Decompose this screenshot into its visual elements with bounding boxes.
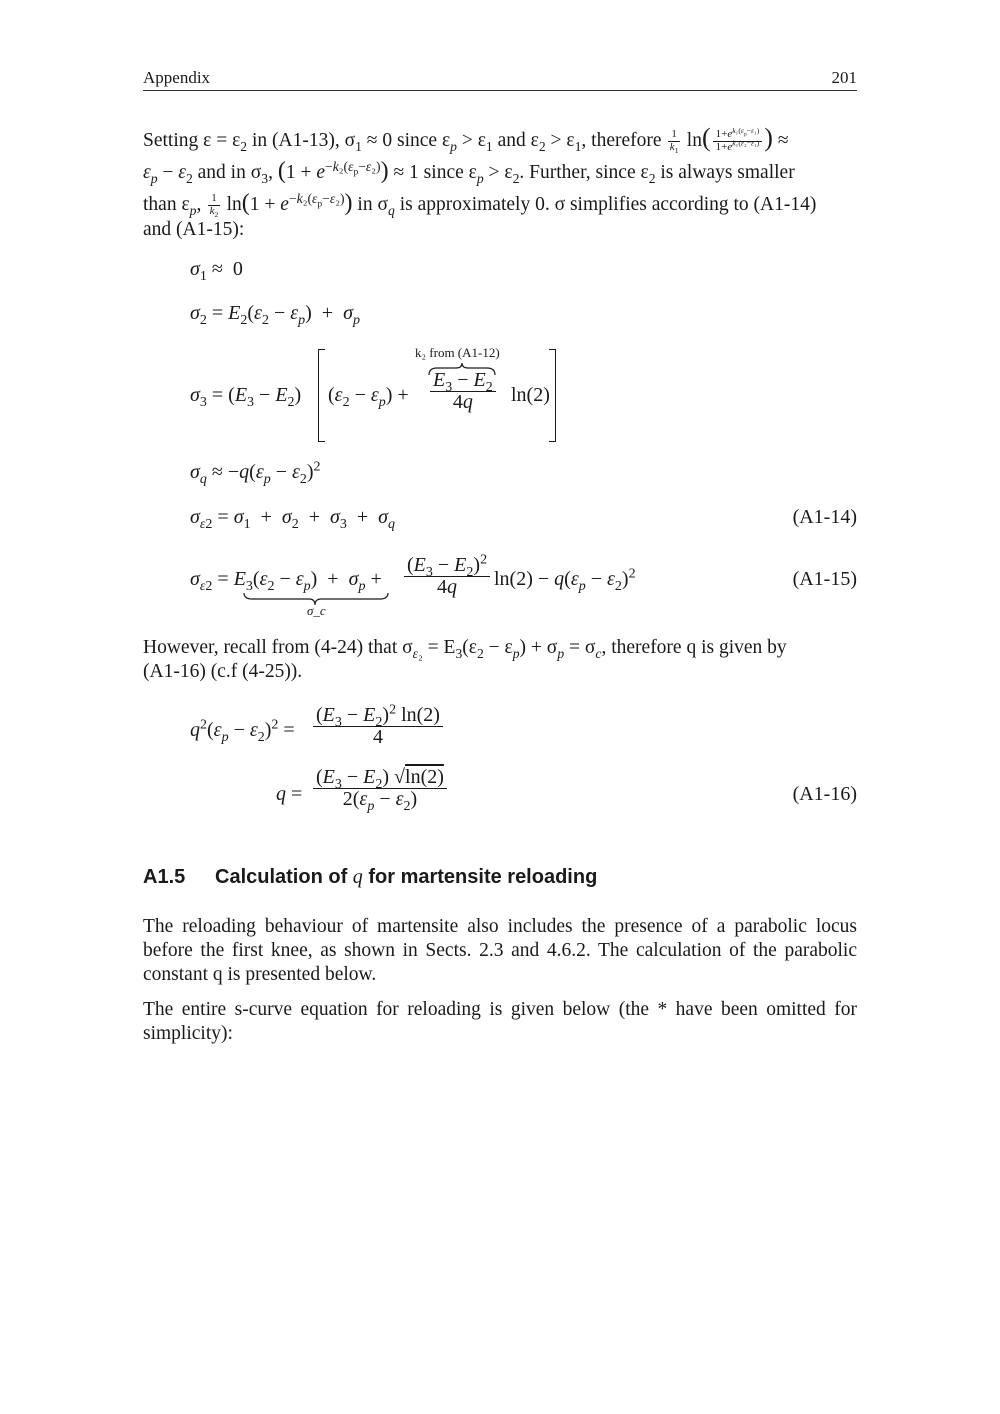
eq-a1-16-fraction: $\frac{(E_3 - E_2) √\ln(2)}{2(\varepsilon_p - \varepsilon_2)}$: [311, 767, 449, 810]
bracket-left: [318, 349, 325, 442]
body-paragraph-2: The entire s-curve equation for reloading is given below (the * have been omitted for simplicity):: [143, 999, 857, 1044]
recall-line-1: However, recall from (4-24) that $\sigma_{\varepsilon_2} = E_3(\varepsilon_2 - \varepsilon_p) + \sigma_p = \sigma_c$, therefore q is given by: [143, 637, 787, 661]
eq-a1-15-fraction: $\frac{(E_3 - E_2)^2}{4q}$: [402, 555, 492, 598]
eq-sigma2: $\sigma_2 = E_2(\varepsilon_2 - \varepsilon_p) + \sigma_p$: [190, 302, 360, 328]
eq-sigma3-fraction: $\frac{E_3 - E_2}{4q}$: [428, 370, 498, 413]
eq-a1-16: q =: [276, 783, 303, 805]
eq-a1-15-tail: $\ln(2) - q(\varepsilon_p - \varepsilon_2)^2$: [494, 566, 636, 594]
eq-q-squared-fraction: $\frac{(E_3 - E_2)^2 \ln(2)}{4}$: [311, 705, 445, 748]
running-head-section: Appendix: [143, 68, 211, 87]
eq-sigma3-term1: $(\varepsilon_2 - \varepsilon_p)$ +: [328, 384, 409, 410]
intro-line-4: and (A1-15):: [143, 219, 245, 240]
eq-q-squared: $q^2(\varepsilon_p - \varepsilon_2)^2$ =: [190, 717, 295, 745]
intro-line-3: than $\varepsilon_p$, $\frac{1}{k_2}$ $\ln(1 + e^{-k_2(\varepsilon_p-\varepsilon_2)})$ in $\sigma_q$ is approximately 0. σ simplifies according to (A1-14): [143, 190, 817, 220]
recall-line-2: (A1-16) (c.f (4-25)).: [143, 661, 303, 682]
section-heading: [143, 866, 597, 889]
intro-line-1: Setting $\varepsilon = \varepsilon_2$ in (A1-13), $\sigma_1 \approx 0$ since $\varepsilon_p > \varepsilon_1$ and $\varepsilon_2 > \varepsilon_1$, therefore $\frac{1}{k_1}$ ln( $\frac{1+e^{k_1(\varepsilon_p-\varepsilon_1)}}{1+e^{k_1(\varepsilon_2-\varepsilon_1)}}$ ) ≈: [143, 123, 789, 156]
intro-line-2: $\varepsilon_p - \varepsilon_2$ and in $\sigma_3$, $(1 + e^{-k_2(\varepsilon_p-\varepsilon_2)}) \approx 1$ since $\varepsilon_p > \varepsilon_2$. Further, since $\varepsilon_2$ is always smaller: [143, 158, 795, 186]
section-number: A1.5: [143, 866, 186, 888]
eq-sigma3-ln2: ln(2): [511, 384, 550, 406]
eq-label-a1-15: (A1-15): [792, 568, 857, 590]
recall-paragraph: [143, 636, 857, 684]
eq-label-a1-16: (A1-16): [792, 783, 857, 805]
eq-label-a1-14: (A1-14): [792, 506, 857, 528]
eq-sigma1: $\sigma_1 \approx 0$: [190, 258, 243, 284]
body-paragraph-1: The reloading behaviour of martensite also includes the presence of a parabolic locus before the first knee, as shown in Sects. 2.3 and 4.6.2. The calculation of the parabolic constant q is presented below.: [143, 916, 857, 985]
sigma-c-note: σ_c: [307, 603, 326, 618]
page-number: 201: [831, 68, 857, 87]
eq-sigma-q: $\sigma_q \approx -q(\varepsilon_p - \varepsilon_2)^2$: [190, 459, 321, 487]
eq-sigma3: $\sigma_3 = (E_3 - E_2)$: [190, 384, 302, 410]
eq-a1-15: $\sigma_{\varepsilon 2} = E_3(\varepsilon_2 - \varepsilon_p) + \sigma_p$ +: [190, 568, 382, 594]
k2-note: k₂ from (A1-12): [415, 345, 500, 360]
eq-a1-14: $\sigma_{\varepsilon 2} = \sigma_1 + \sigma_2 + \sigma_3 + \sigma_q$: [190, 506, 396, 532]
bracket-right: [549, 349, 556, 442]
section-title: Calculation of q for martensite reloading: [215, 866, 598, 888]
running-head: [143, 68, 857, 91]
intro-paragraph: [143, 122, 857, 240]
